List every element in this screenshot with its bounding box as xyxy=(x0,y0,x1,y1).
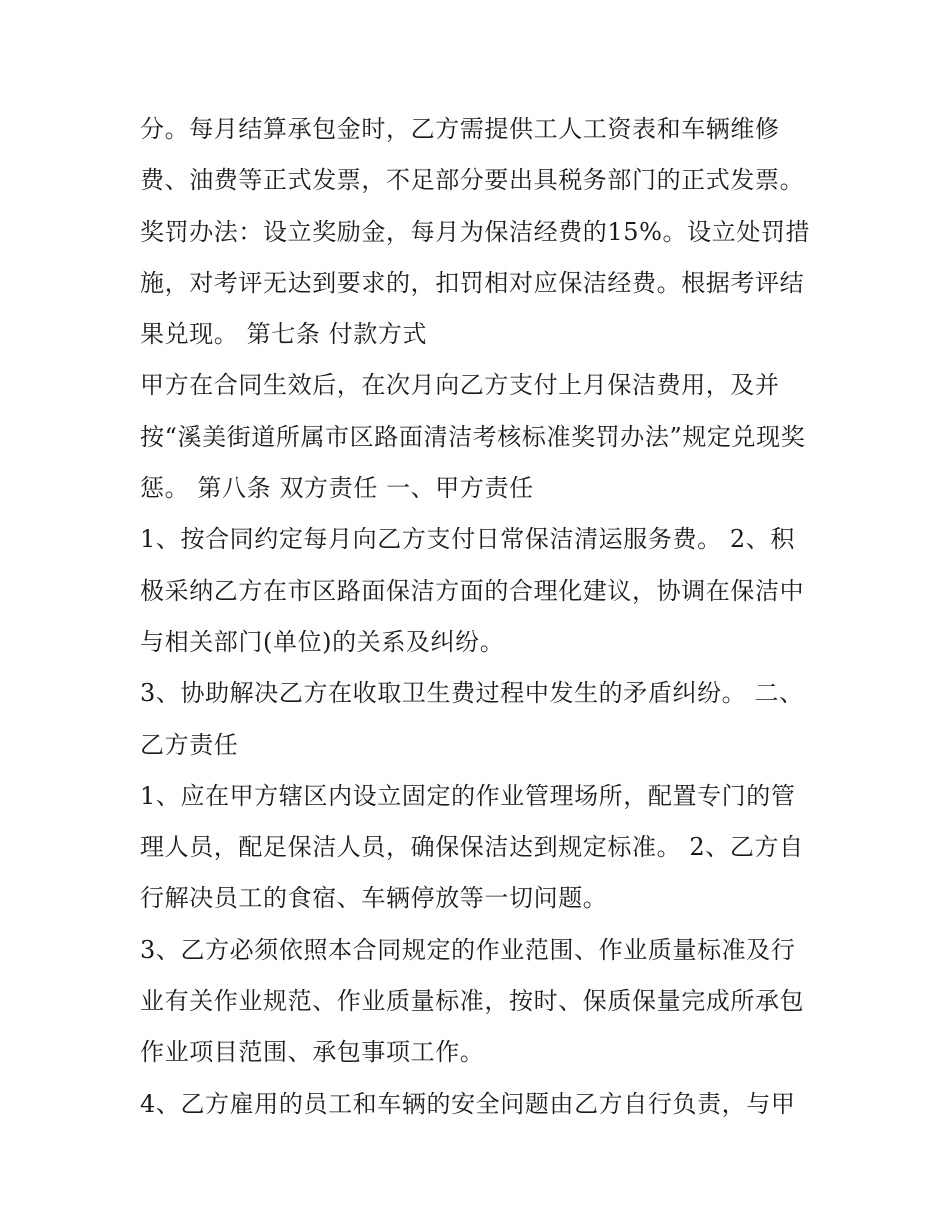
text-line: 1、按合同约定每月向乙方支付日常保洁清运服务费。 2、积 xyxy=(140,525,795,554)
text-line: 3、协助解决乙方在收取卫生费过程中发生的矛盾纠纷。 二、 xyxy=(140,679,804,708)
text-line: 行解决员工的食宿、车辆停放等一切问题。 xyxy=(140,884,608,913)
text-line: 4、乙方雇用的员工和车辆的安全问题由乙方自行负责，与甲 xyxy=(140,1089,796,1118)
text-line: 业有关作业规范、作业质量标准，按时、保质保量完成所承包 xyxy=(140,987,805,1016)
text-line: 费、油费等正式发票，不足部分要出具税务部门的正式发票。 xyxy=(140,166,805,195)
text-line: 理人员，配足保洁人员，确保保洁达到规定标准。 2、乙方自 xyxy=(140,833,804,862)
text-line: 极采纳乙方在市区路面保洁方面的合理化建议，协调在保洁中 xyxy=(140,576,805,605)
text-line: 1、应在甲方辖区内设立固定的作业管理场所，配置专门的管 xyxy=(140,781,796,810)
text-line: 与相关部门(单位)的关系及纠纷。 xyxy=(140,627,505,656)
text-line: 奖罚办法：设立奖励金，每月为保洁经费的15%。设立处罚措 xyxy=(140,217,811,246)
text-line: 作业项目范围、承包事项工作。 xyxy=(140,1038,485,1067)
text-line: 施，对考评无达到要求的，扣罚相对应保洁经费。根据考评结 xyxy=(140,268,805,297)
document-body xyxy=(140,104,830,1130)
text-line: 分。每月结算承包金时，乙方需提供工人工资表和车辆维修 xyxy=(140,115,780,143)
text-line: 惩。 第八条 双方责任 一、甲方责任 xyxy=(140,474,534,503)
text-line: 3、乙方必须依照本合同规定的作业范围、作业质量标准及行 xyxy=(140,935,796,964)
text-line: 按“溪美街道所属市区路面清洁考核标准奖罚办法”规定兑现奖 xyxy=(140,422,806,451)
text-line: 甲方在合同生效后，在次月向乙方支付上月保洁费用，及并 xyxy=(140,371,780,400)
text-line: 果兑现。 第七条 付款方式 xyxy=(140,320,428,349)
text-line: 乙方责任 xyxy=(140,730,239,759)
